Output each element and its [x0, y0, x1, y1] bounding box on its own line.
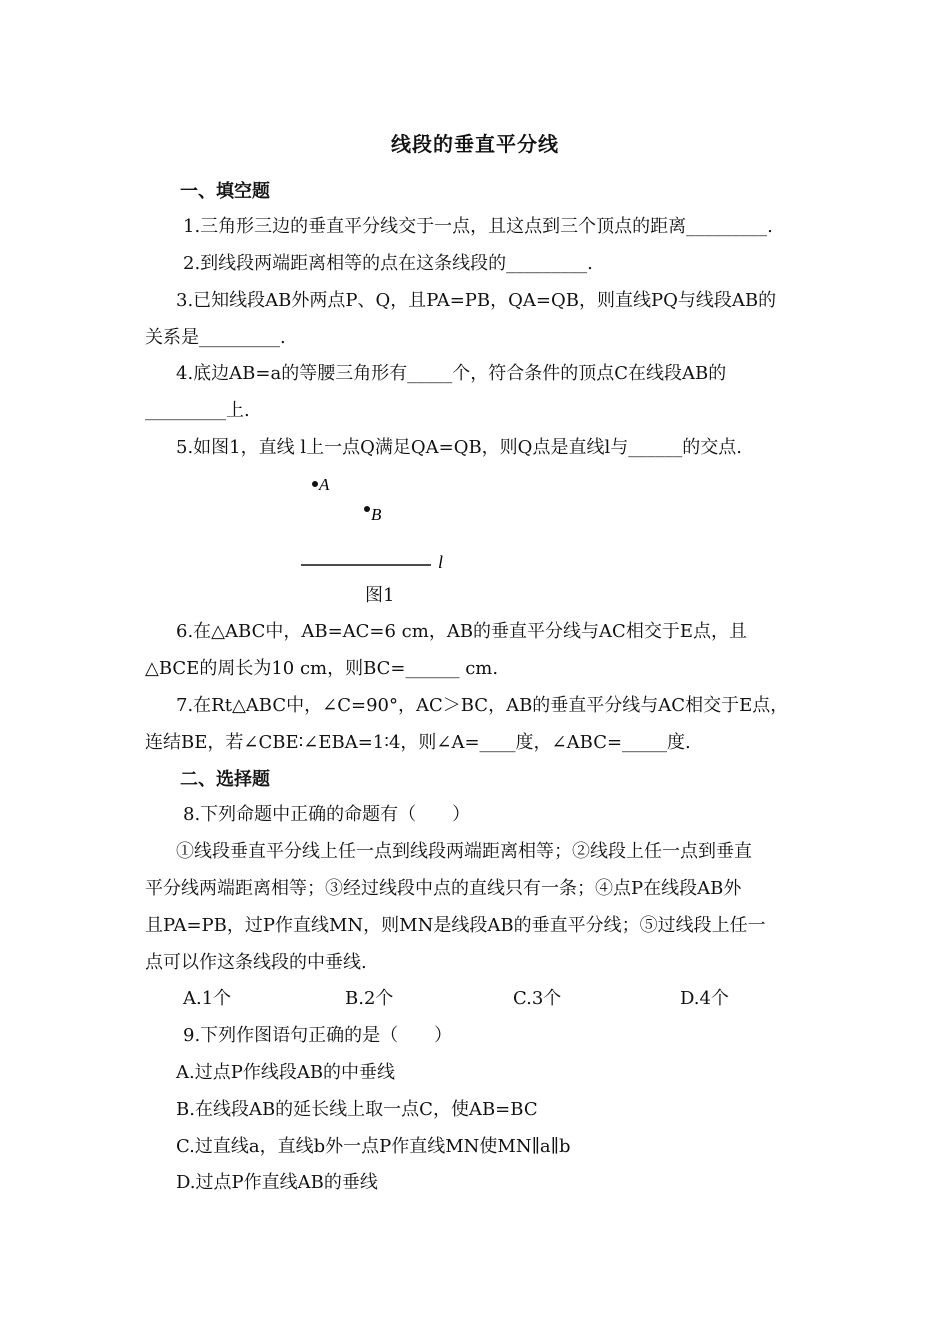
figure-1-caption: 图1	[365, 585, 395, 606]
question-8-option-d: D.4个	[680, 988, 729, 1009]
question-9-option-a: A.过点P作线段AB的中垂线	[176, 1062, 396, 1083]
question-7-line-2: 连结BE，若∠CBE∶∠EBA=1∶4，则∠A=____度，∠ABC=_____度.	[145, 732, 691, 753]
figure-1	[0, 0, 950, 620]
question-8-option-b: B.2个	[345, 988, 394, 1009]
question-8-statement-line-1: ①线段垂直平分线上任一点到线段两端距离相等；②线段上任一点到垂直	[176, 841, 752, 862]
question-8: 8.下列命题中正确的命题有（ ）	[183, 804, 471, 825]
question-4-line-2: _________上.	[145, 400, 250, 421]
question-9: 9.下列作图语句正确的是（ ）	[183, 1025, 453, 1046]
line-l-label: l	[438, 552, 444, 572]
question-7-line-1: 7.在Rt△ABC中，∠C=90°，AC＞BC，AB的垂直平分线与AC相交于E点，	[176, 695, 789, 716]
section-multiple-choice: 二、选择题	[180, 769, 270, 790]
point-b	[364, 506, 370, 512]
section-fill-in-blank: 一、填空题	[180, 181, 270, 202]
question-2: 2.到线段两端距离相等的点在这条线段的_________.	[183, 253, 593, 274]
question-6-line-2: △BCE的周长为10 cm，则BC=______ cm.	[145, 658, 499, 679]
question-4-line-1: 4.底边AB=a的等腰三角形有_____个，符合条件的顶点C在线段AB的	[176, 363, 727, 384]
question-9-option-c: C.过直线a，直线b外一点P作直线MN使MN∥a∥b	[176, 1136, 571, 1157]
question-5: 5.如图1，直线 l上一点Q满足QA=QB，则Q点是直线l与______的交点.	[176, 437, 742, 458]
question-8-statement-line-4: 点可以作这条线段的中垂线.	[145, 952, 367, 973]
page-title: 线段的垂直平分线	[391, 132, 559, 156]
question-8-statement-line-2: 平分线两端距离相等；③经过线段中点的直线只有一条；④点P在线段AB外	[145, 878, 742, 899]
point-a	[312, 481, 318, 487]
question-8-statement-line-3: 且PA=PB，过P作直线MN，则MN是线段AB的垂直平分线；⑤过线段上任一	[145, 915, 766, 936]
question-3-line-1: 3.已知线段AB外两点P、Q，且PA=PB，QA=QB，则直线PQ与线段AB的	[176, 290, 777, 311]
question-9-option-b: B.在线段AB的延长线上取一点C，使AB=BC	[176, 1099, 538, 1120]
point-a-label: A	[319, 475, 330, 494]
question-6-line-1: 6.在△ABC中，AB=AC=6 cm，AB的垂直平分线与AC相交于E点，且	[176, 621, 747, 642]
question-9-option-d: D.过点P作直线AB的垂线	[176, 1172, 378, 1193]
question-8-option-a: A.1个	[183, 988, 232, 1009]
question-8-option-c: C.3个	[513, 988, 562, 1009]
question-1: 1.三角形三边的垂直平分线交于一点，且这点到三个顶点的距离_________.	[183, 216, 773, 237]
point-b-label: B	[371, 505, 382, 524]
question-3-line-2: 关系是_________.	[145, 327, 286, 348]
